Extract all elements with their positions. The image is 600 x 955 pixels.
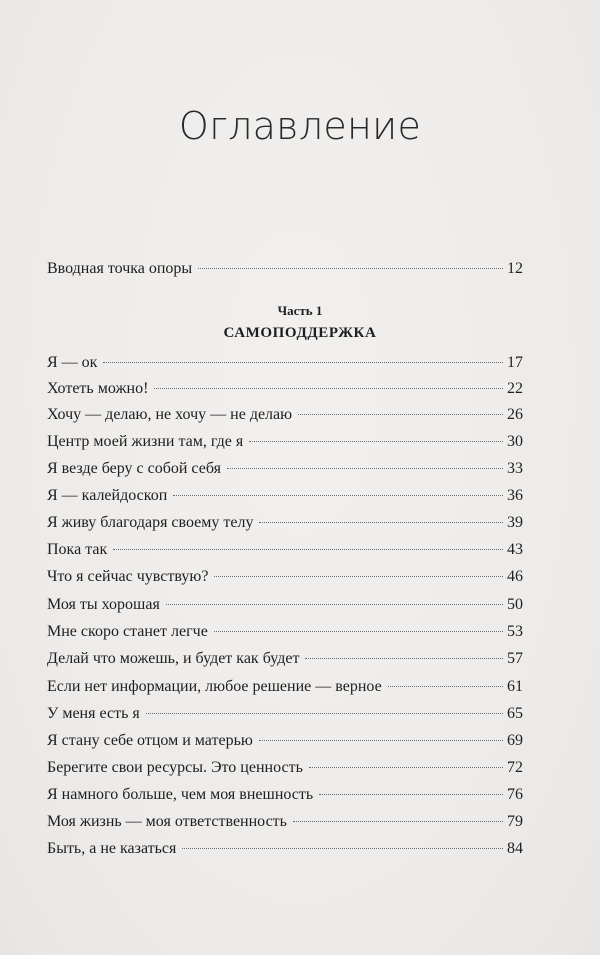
dot-leader — [198, 268, 503, 269]
dot-leader — [319, 794, 503, 795]
toc-entry — [47, 460, 523, 486]
toc-entry — [47, 568, 523, 594]
toc-entry-label: Делай что можешь, и будет как будет — [47, 650, 300, 667]
toc-entry-label: Мне скоро станет легче — [47, 623, 208, 640]
toc-entry-label: Быть, а не казаться — [47, 840, 177, 857]
toc-entry-page: 33 — [507, 460, 523, 477]
toc-entry-label: Я — ок — [47, 354, 98, 371]
toc-entry — [47, 759, 523, 785]
toc-entry — [47, 705, 523, 731]
toc-entry — [47, 840, 523, 866]
toc-entry-page: 36 — [507, 487, 523, 504]
toc-entry — [47, 380, 523, 406]
toc-entry-label: Я везде беру с собой себя — [47, 460, 221, 477]
toc-entry — [47, 541, 523, 567]
toc-entry — [47, 354, 523, 380]
dot-leader — [298, 414, 503, 415]
dot-leader — [214, 576, 503, 577]
dot-leader — [103, 362, 503, 363]
part-title: САМОПОДДЕРЖКА — [223, 325, 377, 341]
toc-entry-label: Центр моей жизни там, где я — [47, 433, 244, 450]
toc-entry-page: 69 — [507, 732, 523, 749]
toc-entry-label: Я — калейдоскоп — [47, 487, 168, 504]
dot-leader — [154, 388, 503, 389]
dot-leader — [214, 631, 503, 632]
dot-leader — [249, 441, 503, 442]
toc-entry-label: Моя жизнь — моя ответственность — [47, 813, 287, 830]
dot-leader — [388, 686, 503, 687]
toc-entry — [47, 623, 523, 649]
toc-entry — [47, 678, 523, 704]
toc-entry-page: 53 — [507, 623, 523, 640]
dot-leader — [259, 740, 503, 741]
toc-entry-page: 79 — [507, 813, 523, 830]
toc-entry-page: 46 — [507, 568, 523, 585]
toc-entry-label: Пока так — [47, 541, 108, 558]
toc-entry-label: Я намного больше, чем моя внешность — [47, 786, 314, 803]
dot-leader — [182, 848, 503, 849]
toc-entry — [47, 487, 523, 513]
part-label: Часть 1 — [277, 303, 323, 318]
toc-entry-label: Вводная точка опоры — [47, 260, 193, 277]
dot-leader — [166, 604, 503, 605]
toc-entry-page: 61 — [507, 678, 523, 695]
toc-entry-page: 84 — [507, 840, 523, 857]
toc-entry-page: 50 — [507, 596, 523, 613]
dot-leader — [173, 495, 503, 496]
toc-entry-label: Хочу — делаю, не хочу — не делаю — [47, 406, 293, 423]
toc-entry — [47, 650, 523, 676]
dot-leader — [305, 658, 503, 659]
toc-entry — [47, 406, 523, 432]
toc-entry — [47, 596, 523, 622]
toc-entry-label: Я стану себе отцом и матерью — [47, 732, 253, 749]
toc-entry-page: 12 — [507, 260, 523, 277]
toc-entry-page: 26 — [507, 406, 523, 423]
toc-entry-page: 72 — [507, 759, 523, 776]
toc-entry-label: Берегите свои ресурсы. Это ценность — [47, 759, 303, 776]
toc-entry-label: У меня есть я — [47, 705, 140, 722]
toc-entry — [47, 514, 523, 540]
dot-leader — [259, 522, 503, 523]
toc-entry — [47, 813, 523, 839]
toc-entry-page: 57 — [507, 650, 523, 667]
toc-entry-page: 17 — [507, 354, 523, 371]
dot-leader — [227, 468, 503, 469]
dot-leader — [146, 713, 503, 714]
toc-entry — [47, 433, 523, 459]
dot-leader — [309, 767, 503, 768]
toc-entry-page: 43 — [507, 541, 523, 558]
toc-entry-label: Если нет информации, любое решение — верное — [47, 678, 382, 695]
toc-entry-label: Моя ты хорошая — [47, 596, 160, 613]
toc-entry-page: 22 — [507, 380, 523, 397]
toc-entry — [47, 732, 523, 758]
toc-entry-page: 65 — [507, 705, 523, 722]
toc-entry-intro — [47, 260, 523, 286]
toc-entry-page: 30 — [507, 433, 523, 450]
toc-entry-page: 76 — [507, 786, 523, 803]
toc-entry-label: Что я сейчас чувствую? — [47, 568, 209, 585]
page-title: Оглавление — [178, 104, 422, 148]
toc-entry-page: 39 — [507, 514, 523, 531]
dot-leader — [113, 549, 503, 550]
toc-entry-label: Хотеть можно! — [47, 380, 149, 397]
dot-leader — [293, 821, 503, 822]
toc-entry-label: Я живу благодаря своему телу — [47, 514, 254, 531]
toc-entry — [47, 786, 523, 812]
